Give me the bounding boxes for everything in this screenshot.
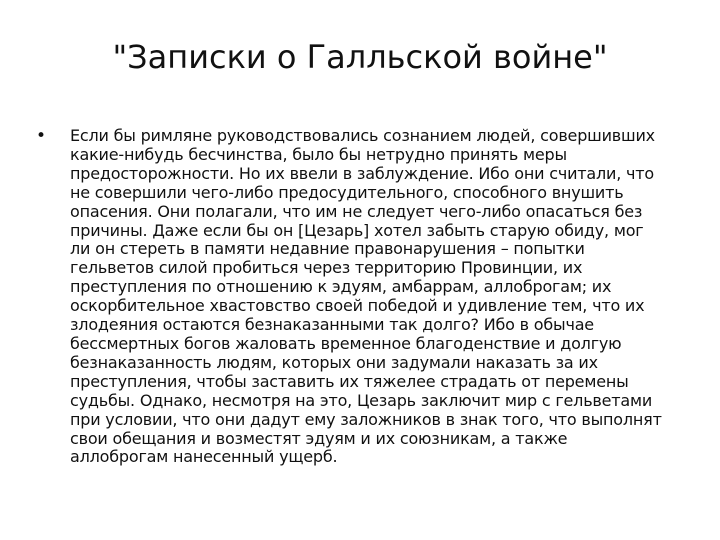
bullet-marker: • [36,126,47,146]
bullet-list [36,127,676,467]
bullet-item [36,127,676,467]
slide-title: "Записки о Галльской войне" [112,38,608,76]
bullet-text: Если бы римляне руководствовались сознанием людей, совершивших какие-нибудь бесчинства, было бы нетрудно принять меры предосторожности. Но их ввели в заблуждение. Ибо они считали, что не совершили чего-либо предосудительного, способного внушить опасения. Они полагали, что им не следует чего-либо опасаться без причины. Даже если бы он [Цезарь] хотел забыть старую обиду, мог ли он стереть в памяти недавние правонарушения – попытки гельветов силой пробиться через территорию Провинции, их преступления по отношению к эдуям, амбаррам, аллоброгам; их оскорбительное хвастовство своей победой и удивление тем, что их злодеяния остаются безнаказанными так долго? Ибо в обычае бессмертных богов жаловать временное благоденствие и долгую безнаказанность людям, которых они задумали наказать за их преступления, чтобы заставить их тяжелее страдать от перемены судьбы. Однако, несмотря на это, Цезарь заключит мир с гельветами при условии, что они дадут ему заложников в знак того, что выполнят свои обещания и возместят эдуям и их союзникам, а также аллоброгам нанесенный ущерб. [70,126,662,467]
